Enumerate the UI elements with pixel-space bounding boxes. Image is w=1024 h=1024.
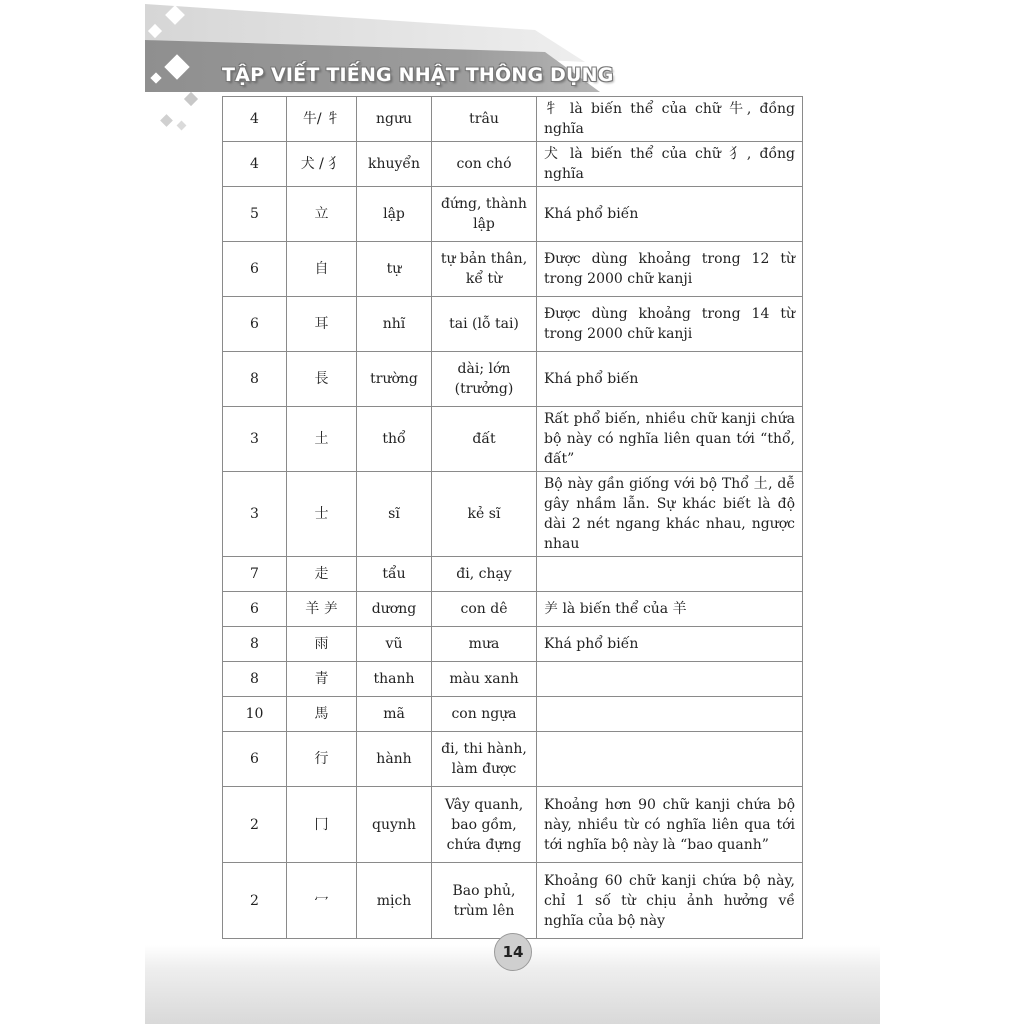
note: Được dùng khoảng trong 12 từ trong 2000 chữ kanji bbox=[537, 242, 803, 297]
table-row bbox=[223, 732, 803, 787]
note: ⺶ là biến thể của 羊 bbox=[537, 592, 803, 627]
meaning: con chó bbox=[432, 142, 537, 187]
stroke-count: 8 bbox=[223, 352, 287, 407]
kanji-radical: 土 bbox=[287, 407, 357, 472]
stroke-count: 5 bbox=[223, 187, 287, 242]
kanji-radical: 冖 bbox=[287, 863, 357, 939]
stroke-count: 8 bbox=[223, 627, 287, 662]
sino-reading: mịch bbox=[357, 863, 432, 939]
sino-reading: nhĩ bbox=[357, 297, 432, 352]
sino-reading: dương bbox=[357, 592, 432, 627]
meaning: mưa bbox=[432, 627, 537, 662]
table-row bbox=[223, 352, 803, 407]
book-title: TẬP VIẾT TIẾNG NHẬT THÔNG DỤNG bbox=[222, 64, 614, 86]
sino-reading: khuyển bbox=[357, 142, 432, 187]
kanji-radical: 羊 ⺶ bbox=[287, 592, 357, 627]
note: Khá phổ biến bbox=[537, 187, 803, 242]
note: Được dùng khoảng trong 14 từ trong 2000 chữ kanji bbox=[537, 297, 803, 352]
stroke-count: 6 bbox=[223, 242, 287, 297]
kanji-radical: 士 bbox=[287, 472, 357, 557]
kanji-radical: 走 bbox=[287, 557, 357, 592]
table-row bbox=[223, 592, 803, 627]
note: Rất phổ biến, nhiều chữ kanji chứa bộ này có nghĩa liên quan tới “thổ, đất” bbox=[537, 407, 803, 472]
meaning: đứng, thành lập bbox=[432, 187, 537, 242]
note: Khá phổ biến bbox=[537, 627, 803, 662]
meaning: tai (lỗ tai) bbox=[432, 297, 537, 352]
meaning: Vây quanh, bao gồm, chứa đựng bbox=[432, 787, 537, 863]
radicals-table bbox=[222, 96, 803, 939]
note bbox=[537, 662, 803, 697]
meaning: con ngựa bbox=[432, 697, 537, 732]
stroke-count: 4 bbox=[223, 97, 287, 142]
kanji-radical: 馬 bbox=[287, 697, 357, 732]
kanji-radical: 長 bbox=[287, 352, 357, 407]
table-row bbox=[223, 297, 803, 352]
sino-reading: sĩ bbox=[357, 472, 432, 557]
sino-reading: thổ bbox=[357, 407, 432, 472]
note: 牜 là biến thể của chữ 牛, đồng nghĩa bbox=[537, 97, 803, 142]
stroke-count: 8 bbox=[223, 662, 287, 697]
kanji-radical: 自 bbox=[287, 242, 357, 297]
table-row bbox=[223, 787, 803, 863]
page-number: 14 bbox=[494, 933, 532, 971]
table-row bbox=[223, 187, 803, 242]
table-row bbox=[223, 557, 803, 592]
stroke-count: 3 bbox=[223, 472, 287, 557]
sino-reading: trường bbox=[357, 352, 432, 407]
table-row bbox=[223, 662, 803, 697]
stroke-count: 3 bbox=[223, 407, 287, 472]
table-row bbox=[223, 407, 803, 472]
kanji-radical: 雨 bbox=[287, 627, 357, 662]
note: 犬 là biến thể của chữ 犭, đồng nghĩa bbox=[537, 142, 803, 187]
note bbox=[537, 557, 803, 592]
table-row bbox=[223, 142, 803, 187]
kanji-radical: 牛/ 牜 bbox=[287, 97, 357, 142]
sino-reading: hành bbox=[357, 732, 432, 787]
kanji-radical: 行 bbox=[287, 732, 357, 787]
meaning: màu xanh bbox=[432, 662, 537, 697]
note: Khoảng hơn 90 chữ kanji chứa bộ này, nhiều từ có nghĩa liên qua tới tới nghĩa bộ này là “bao quanh” bbox=[537, 787, 803, 863]
kanji-radical: 立 bbox=[287, 187, 357, 242]
table-row bbox=[223, 472, 803, 557]
sino-reading: tẩu bbox=[357, 557, 432, 592]
sino-reading: thanh bbox=[357, 662, 432, 697]
kanji-radical: 耳 bbox=[287, 297, 357, 352]
note: Khoảng 60 chữ kanji chứa bộ này, chỉ 1 số từ chịu ảnh hưởng về nghĩa của bộ này bbox=[537, 863, 803, 939]
kanji-radical: 冂 bbox=[287, 787, 357, 863]
sino-reading: lập bbox=[357, 187, 432, 242]
table-row bbox=[223, 627, 803, 662]
sino-reading: quynh bbox=[357, 787, 432, 863]
sino-reading: vũ bbox=[357, 627, 432, 662]
table-body bbox=[223, 97, 803, 939]
kanji-radical: 青 bbox=[287, 662, 357, 697]
meaning: Bao phủ, trùm lên bbox=[432, 863, 537, 939]
stroke-count: 6 bbox=[223, 732, 287, 787]
meaning: kẻ sĩ bbox=[432, 472, 537, 557]
meaning: con dê bbox=[432, 592, 537, 627]
meaning: đi, thi hành, làm được bbox=[432, 732, 537, 787]
table-row bbox=[223, 863, 803, 939]
sino-reading: ngưu bbox=[357, 97, 432, 142]
meaning: dài; lớn (trưởng) bbox=[432, 352, 537, 407]
table-row bbox=[223, 242, 803, 297]
table-row bbox=[223, 697, 803, 732]
meaning: trâu bbox=[432, 97, 537, 142]
note: Khá phổ biến bbox=[537, 352, 803, 407]
stroke-count: 10 bbox=[223, 697, 287, 732]
meaning: tự bản thân, kể từ bbox=[432, 242, 537, 297]
sino-reading: tự bbox=[357, 242, 432, 297]
kanji-radical: 犬 / 犭 bbox=[287, 142, 357, 187]
stroke-count: 2 bbox=[223, 787, 287, 863]
note bbox=[537, 732, 803, 787]
stroke-count: 6 bbox=[223, 592, 287, 627]
stroke-count: 4 bbox=[223, 142, 287, 187]
note: Bộ này gần giống với bộ Thổ 土, dễ gây nhầm lẫn. Sự khác biết là độ dài 2 nét ngang khác nhau, ngược nhau bbox=[537, 472, 803, 557]
table-row bbox=[223, 97, 803, 142]
meaning: đất bbox=[432, 407, 537, 472]
stroke-count: 7 bbox=[223, 557, 287, 592]
stroke-count: 6 bbox=[223, 297, 287, 352]
meaning: đi, chạy bbox=[432, 557, 537, 592]
stroke-count: 2 bbox=[223, 863, 287, 939]
sino-reading: mã bbox=[357, 697, 432, 732]
note bbox=[537, 697, 803, 732]
